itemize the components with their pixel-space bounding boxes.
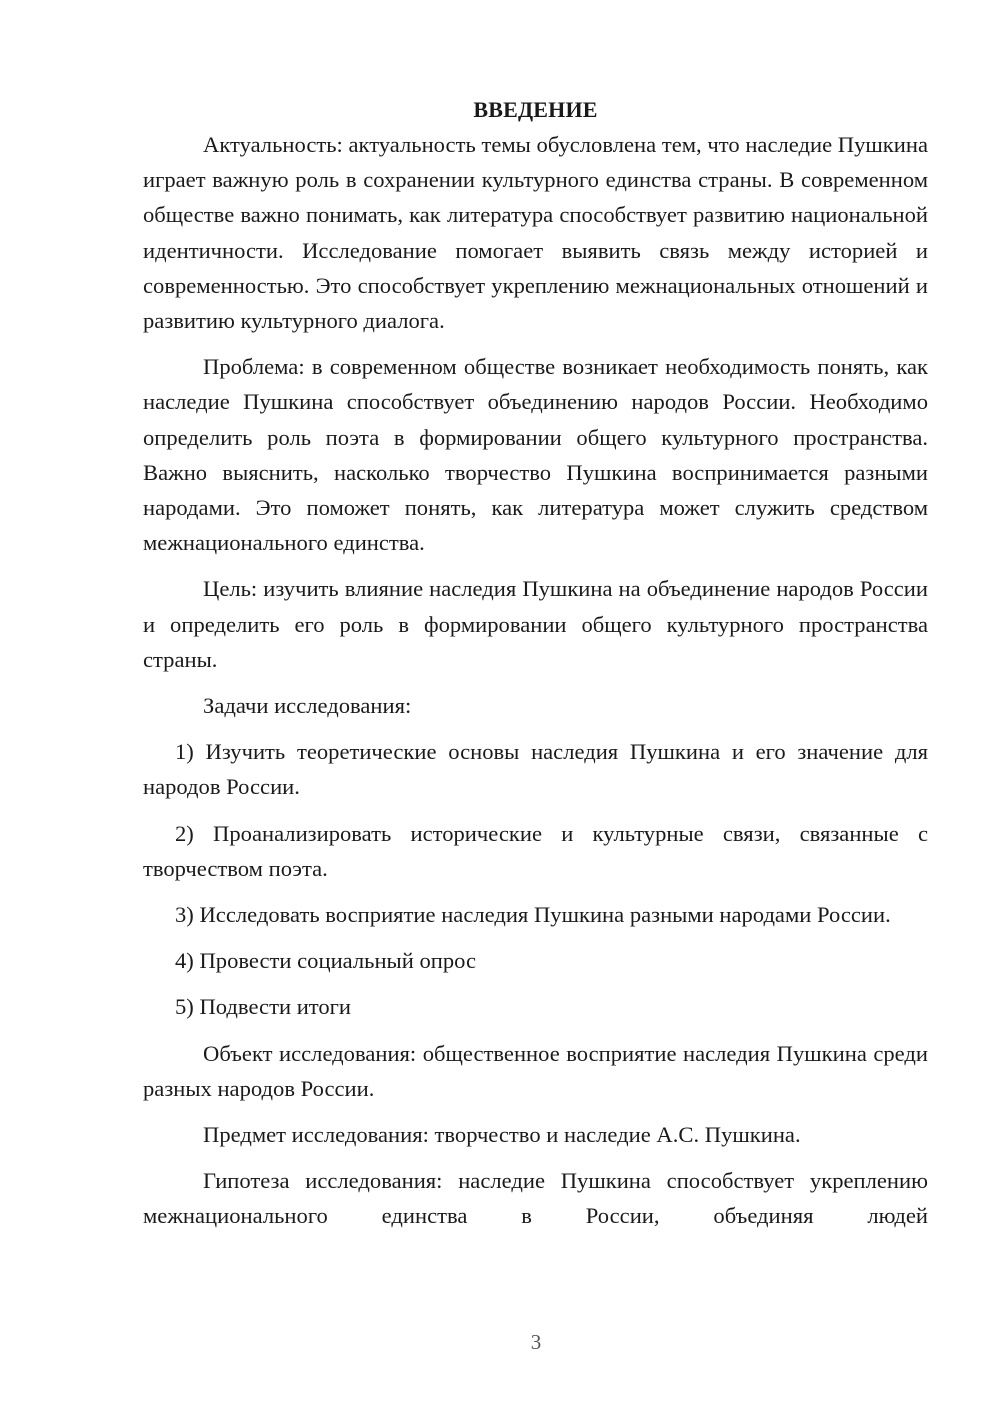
relevance-paragraph: Актуальность: актуальность темы обусловлена тем, что наследие Пушкина играет важную роль в сохранении культурного единства страны. В современном обществе важно понимать, как литература способствует развитию национальной идентичности. Исследование помогает выявить связь между историей и современностью. Это способствует укреплению межнациональных отношений и развитию культурного диалога. (143, 132, 928, 334)
page-number: 3 (530, 1330, 542, 1354)
tasks-heading: Задачи исследования: (203, 693, 412, 719)
subject-paragraph: Предмет исследования: творчество и наследие А.С. Пушкина. (203, 1122, 801, 1148)
task-item-5: 5) Подвести итоги (175, 994, 352, 1020)
task-item-4: 4) Провести социальный опрос (175, 948, 477, 974)
task-item-2: 2) Проанализировать исторические и культурные связи, связанные с творчеством поэта. (143, 820, 928, 881)
section-title: ВВЕДЕНИЕ (473, 97, 598, 122)
document-page (143, 92, 928, 1234)
task-item-1: 1) Изучить теоретические основы наследия Пушкина и его значение для народов России. (143, 739, 928, 800)
object-paragraph: Объект исследования: общественное восприятие наследия Пушкина среди разных народов России. (143, 1040, 928, 1101)
hypothesis-paragraph: Гипотеза исследования: наследие Пушкина способствует укреплению межнационального единства в России, объединяя людей (143, 1168, 928, 1229)
problem-paragraph: Проблема: в современном обществе возникает необходимость понять, как наследие Пушкина способствует объединению народов России. Необходимо определить роль поэта в формировании общего культурного пространства. Важно выяснить, насколько творчество Пушкина воспринимается разными народами. Это поможет понять, как литература может служить средством межнационального единства. (143, 354, 928, 556)
goal-paragraph: Цель: изучить влияние наследия Пушкина на объединение народов России и определить его роль в формировании общего культурного пространства страны. (143, 576, 928, 672)
task-item-3: 3) Исследовать восприятие наследия Пушкина разными народами России. (175, 902, 891, 928)
